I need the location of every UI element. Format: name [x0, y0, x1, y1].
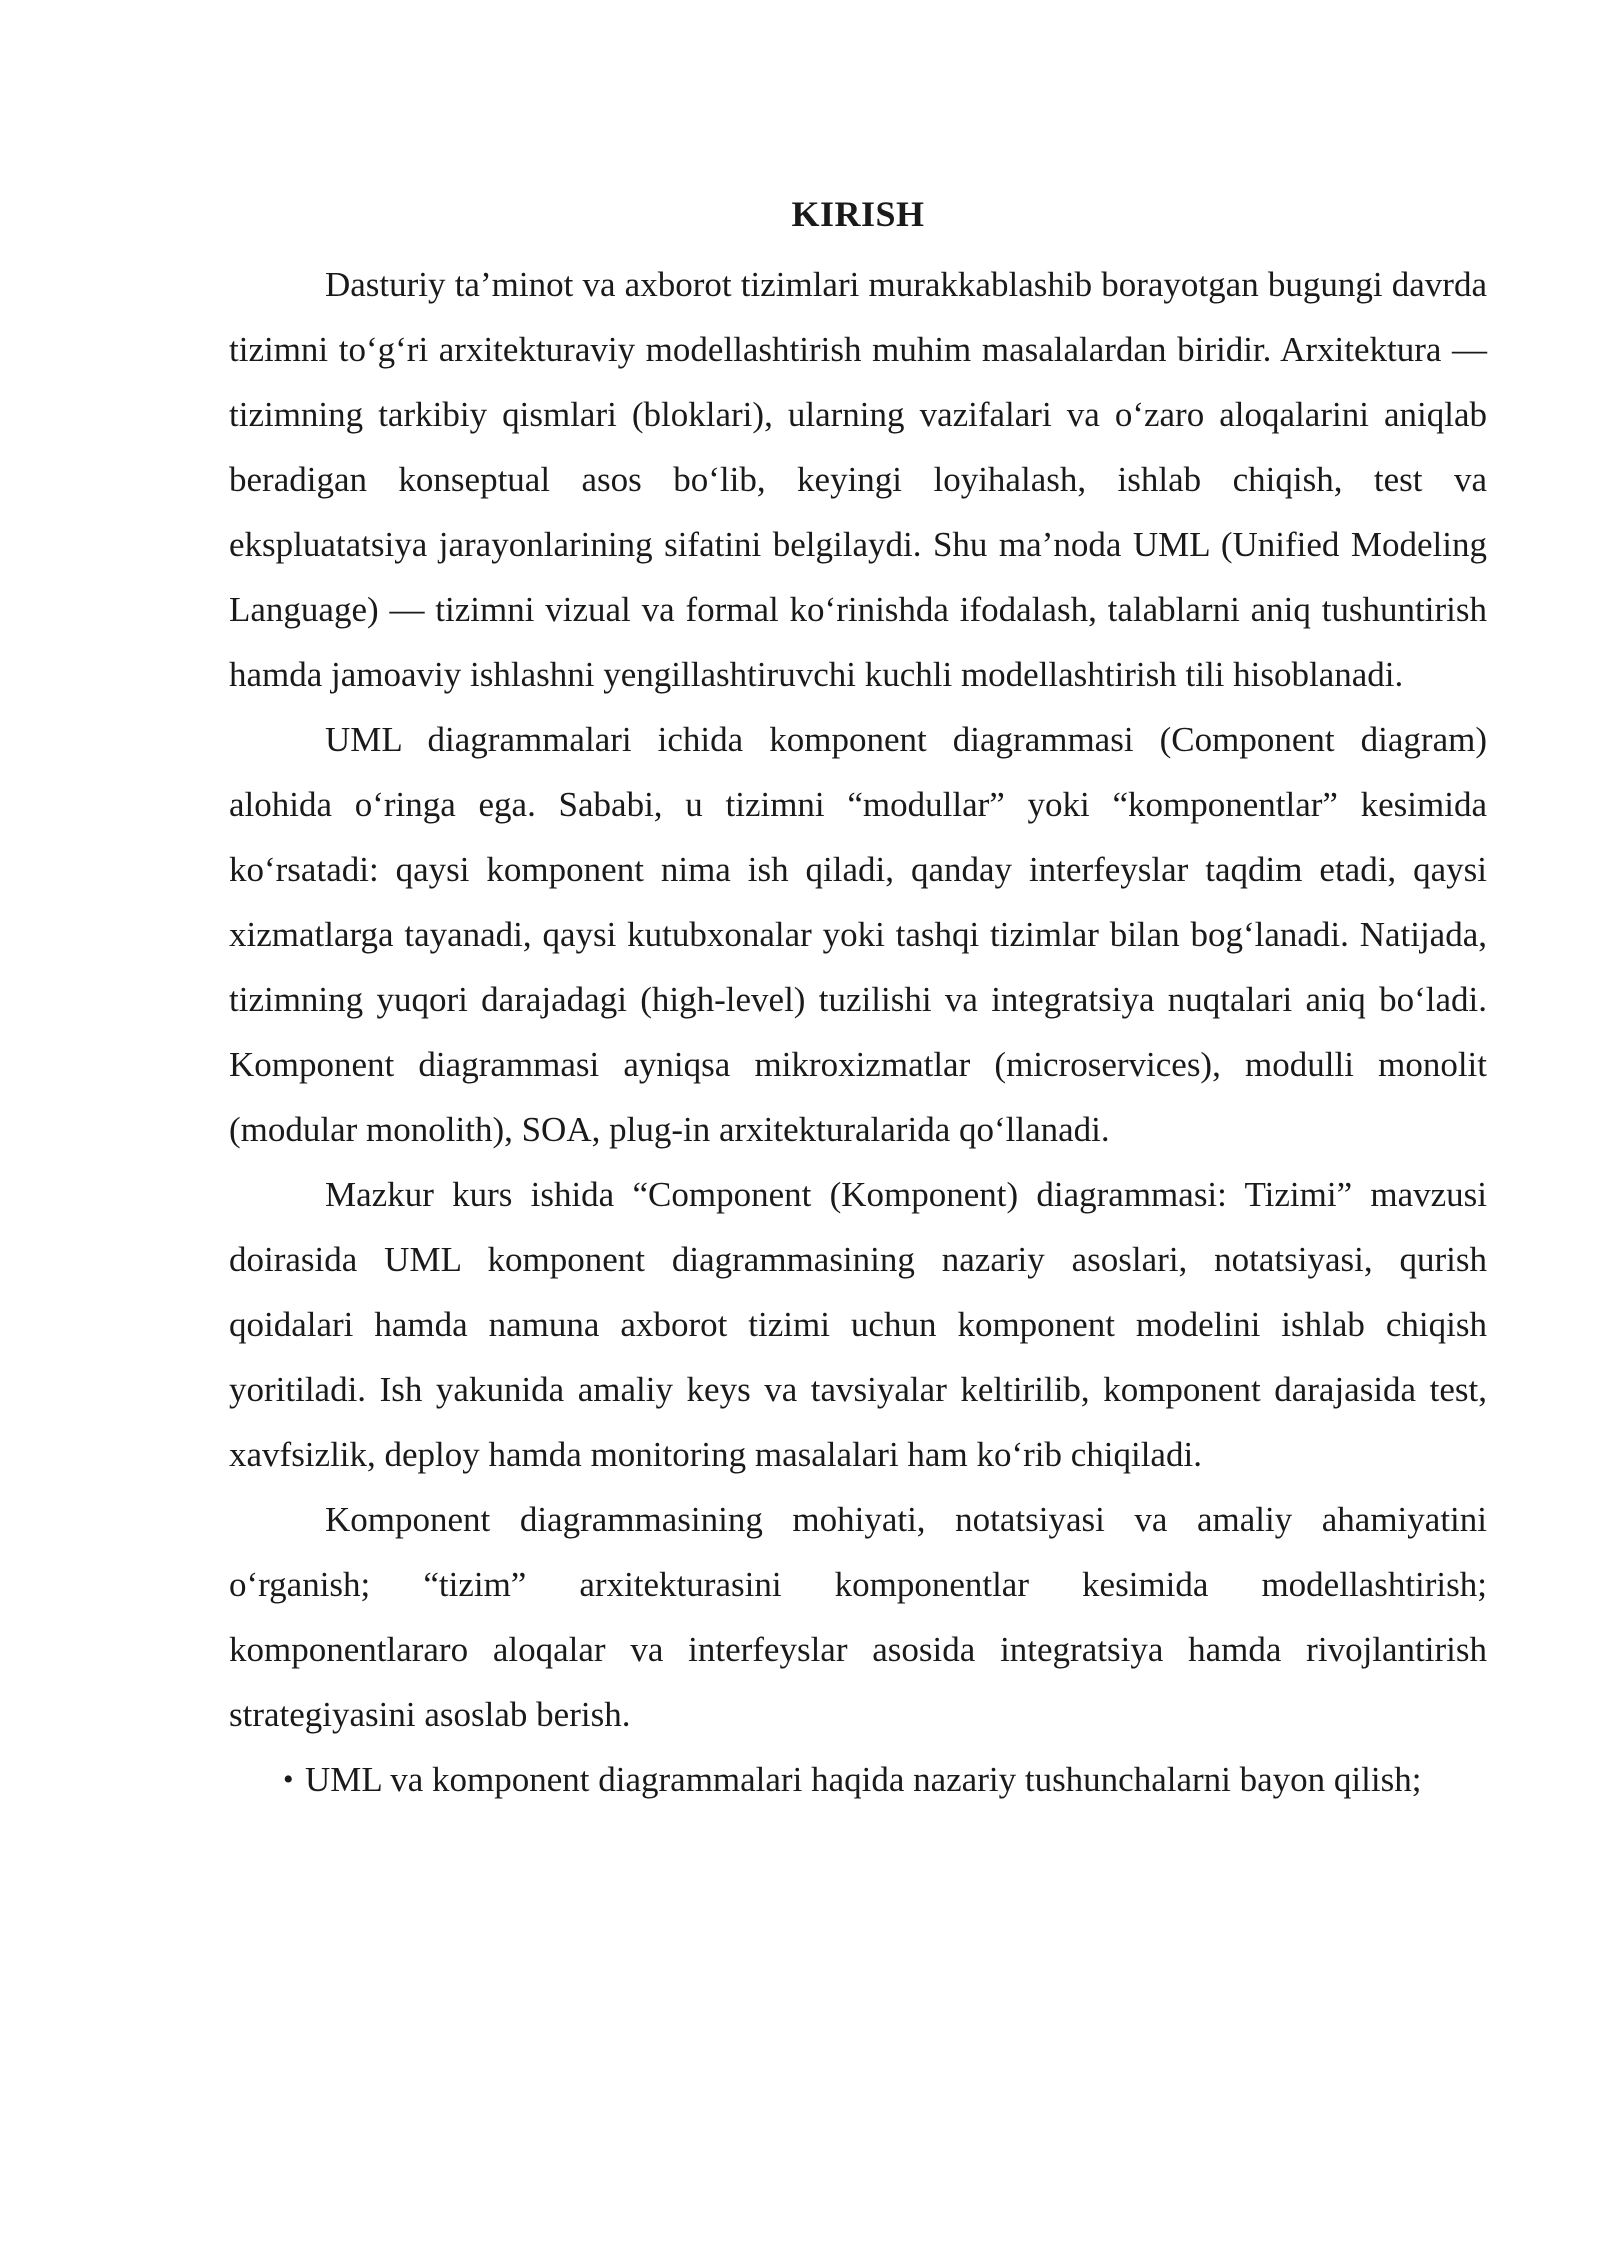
page-title: KIRISH — [791, 194, 925, 234]
bullet-icon: • — [283, 1763, 294, 1796]
paragraph-goal: Komponent diagrammasining mohiyati, notatsiyasi va amaliy ahamiyatini o‘rganish; “tizim” arxitekturasini komponentlar kesimida modellashtirish; komponentlararo aloqalar va interfeyslar asosida integratsiya hamda rivojlantirish strategiyasini asoslab berish. — [229, 1500, 1487, 1734]
paragraph-component-diagram: UML diagrammalari ichida komponent diagrammasi (Component diagram) alohida o‘ringa ega. Sababi, u tizimni “modullar” yoki “komponentlar” kesimida ko‘rsatadi: qaysi komponent nima ish qiladi, qanday interfeyslar taqdim etadi, qaysi xizmatlarga tayanadi, qaysi kutubxonalar yoki tashqi tizimlar bilan bog‘lanadi. Natijada, tizimning yuqori darajadagi (high-level) tuzilishi va integratsiya nuqtalari aniq bo‘ladi. Komponent diagrammasi ayniqsa mikroxizmatlar (microservices), modulli monolit (modular monolith), SOA, plug-in arxitekturalarida qo‘llanadi. — [229, 720, 1487, 1149]
paragraph-intro: Dasturiy ta’minot va axborot tizimlari murakkablashib borayotgan bugungi davrda tizimni to‘g‘ri arxitekturaviy modellashtirish muhim masalalardan biridir. Arxitektura — tizimning tarkibiy qismlari (bloklari), ularning vazifalari va o‘zaro aloqalarini aniqlab beradigan konseptual asos bo‘lib, keyingi loyihalash, ishlab chiqish, test va ekspluatatsiya jarayonlarining sifatini belgilaydi. Shu ma’noda UML (Unified Modeling Language) — tizimni vizual va formal ko‘rinishda ifodalash, talablarni aniq tushuntirish hamda jamoaviy ishlashni yengillashtiruvchi kuchli modellashtirish tili hisoblanadi. — [229, 265, 1487, 694]
task-list — [229, 1747, 1487, 1812]
document-page — [229, 186, 1487, 1812]
paragraph-course-scope: Mazkur kurs ishida “Component (Komponent) diagrammasi: Tizimi” mavzusi doirasida UML komponent diagrammasining nazariy asoslari, notatsiyasi, qurish qoidalari hamda namuna axborot tizimi uchun komponent modelini ishlab chiqish yoritiladi. Ish yakunida amaliy keys va tavsiyalar keltirilib, komponent darajasida test, xavfsizlik, deploy hamda monitoring masalalari ham ko‘rib chiqiladi. — [229, 1175, 1487, 1474]
list-item — [283, 1747, 1487, 1812]
list-item-text: UML va komponent diagrammalari haqida nazariy tushunchalarni bayon qilish; — [305, 1760, 1422, 1799]
